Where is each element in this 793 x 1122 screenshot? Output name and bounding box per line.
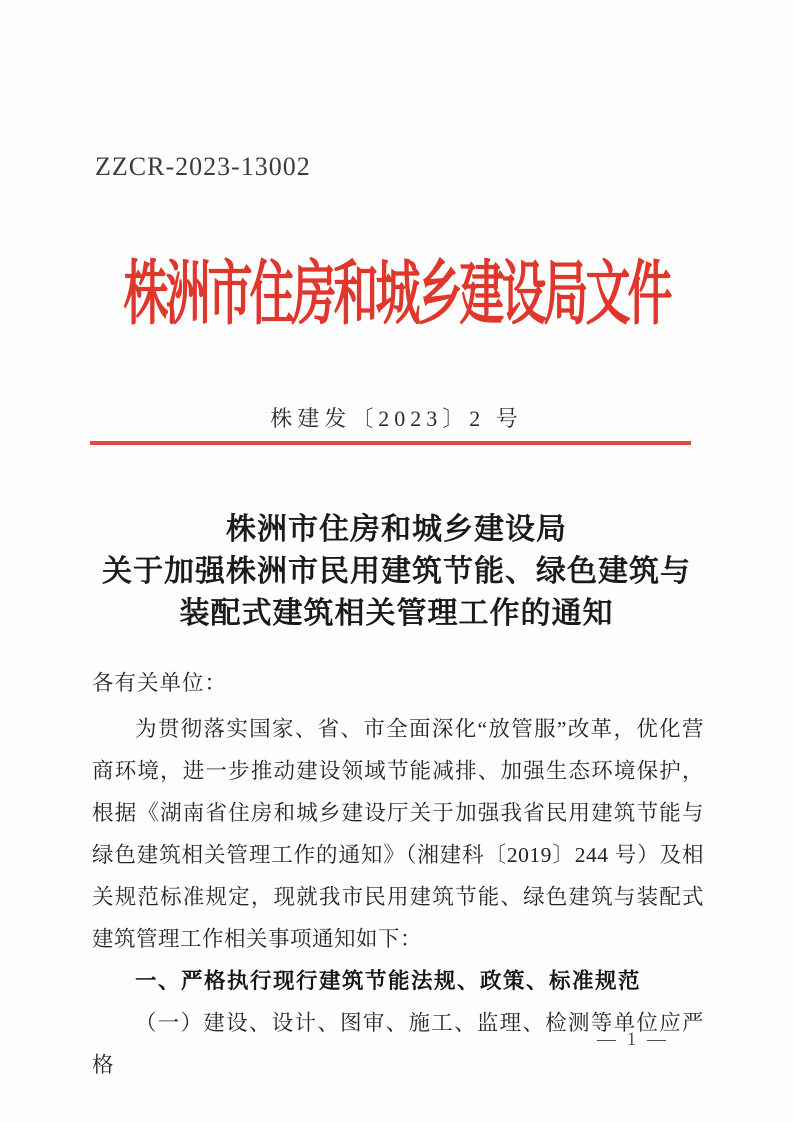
document-issue-number: 株建发〔2023〕2 号 <box>270 406 523 431</box>
body-paragraph: 为贯彻落实国家、省、市全面深化“放管服”改革，优化营商环境，进一步推动建设领域节能减排、加强生态环境保护，根据《湖南省住房和城乡建设厅关于加强我省民用建筑节能与绿色建筑相关管理工作的通知》（湘建科〔2019〕244 号）及相关规范标准规定，现就我市民用建筑节能、绿色建筑与装配式建筑管理工作相关事项通知如下： <box>92 717 704 951</box>
page-number: — 1 — <box>597 1029 669 1050</box>
red-divider-line <box>90 441 691 445</box>
red-header-banner-title: 株洲市住房和城乡建设局文件 <box>123 255 670 334</box>
document-title-line-1: 株洲市住房和城乡建设局 <box>226 513 567 546</box>
document-title-line-3: 装配式建筑相关管理工作的通知 <box>179 597 614 630</box>
document-body <box>92 662 704 1086</box>
clause-text: （一）建设、设计、图审、施工、监理、检测等单位应严格 <box>92 1011 704 1077</box>
section-heading: 一、严格执行现行建筑节能法规、政策、标准规范 <box>135 969 642 993</box>
document-title-line-2: 关于加强株洲市民用建筑节能、绿色建筑与 <box>102 555 691 588</box>
document-ref-number: ZZCR-2023-13002 <box>95 152 311 181</box>
document-title <box>0 509 793 635</box>
salutation: 各有关单位： <box>92 671 228 695</box>
